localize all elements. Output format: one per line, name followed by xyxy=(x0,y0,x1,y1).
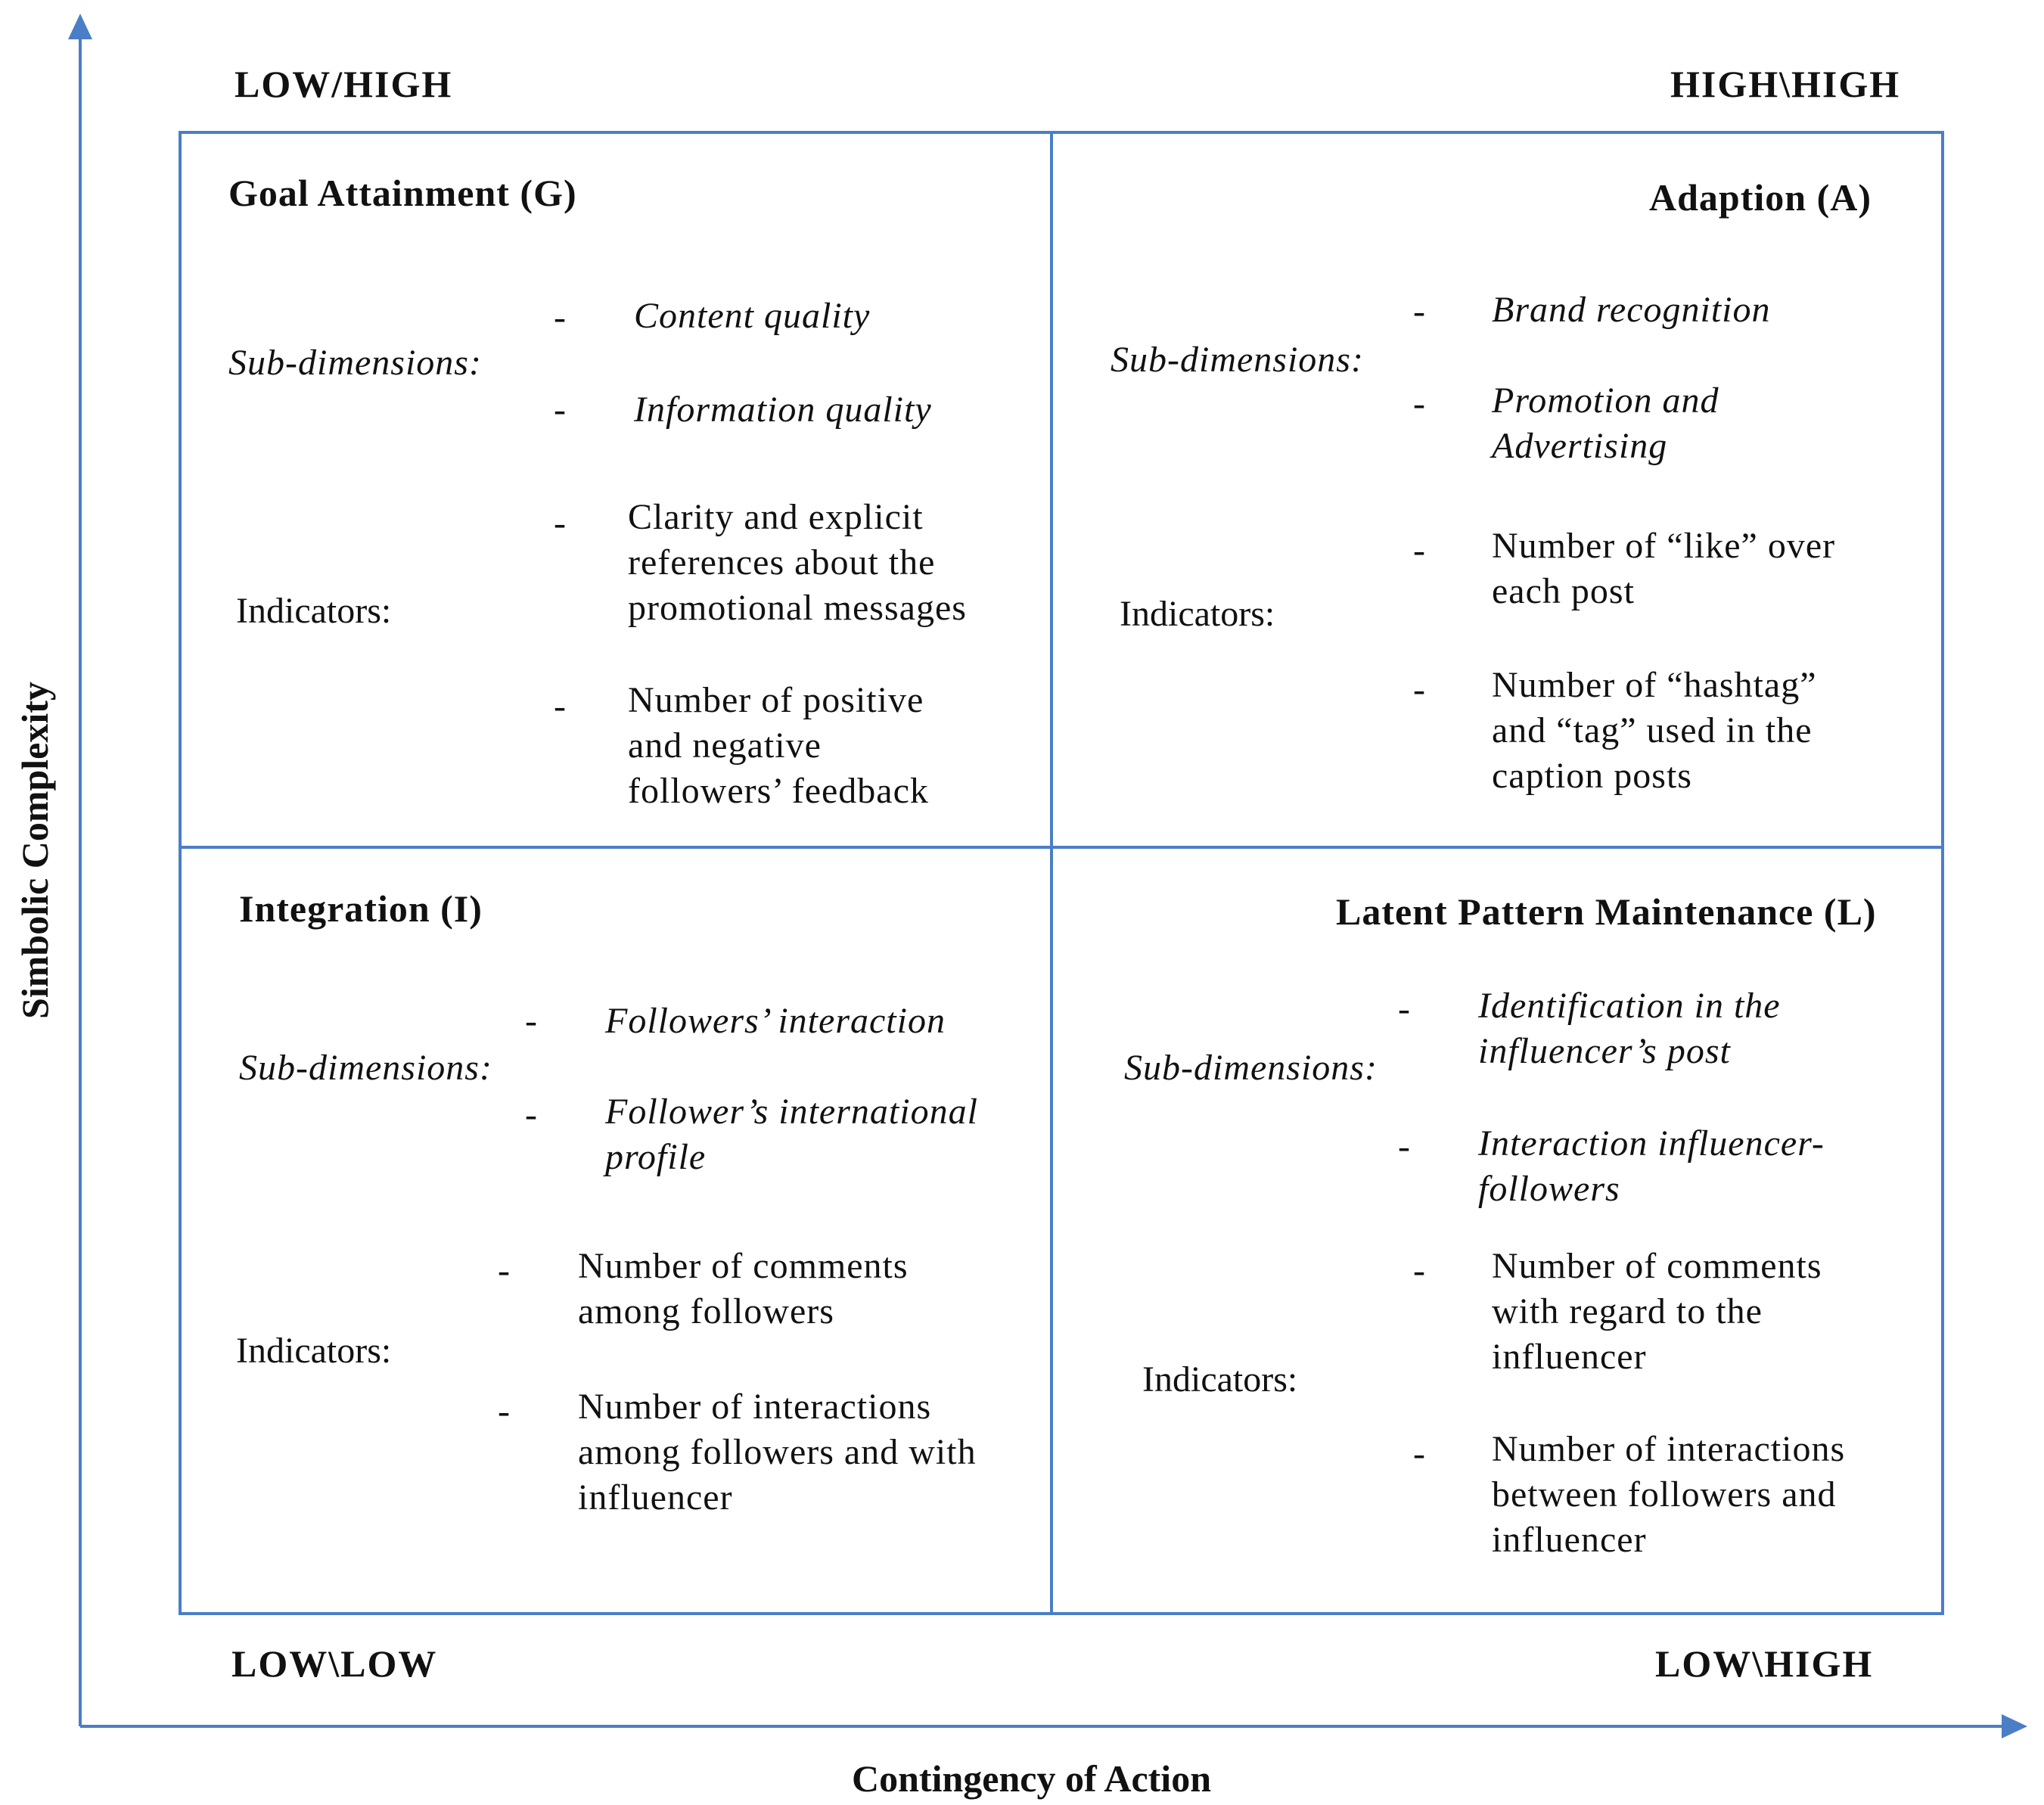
bullet-dash: - xyxy=(525,1001,537,1041)
quadrant-title: Goal Attainment (G) xyxy=(228,172,577,214)
bullet-dash: - xyxy=(1398,989,1410,1029)
corner-top-left: LOW/HIGH xyxy=(235,63,453,105)
quadrant-title: Latent Pattern Maintenance (L) xyxy=(1336,890,1877,933)
corner-bottom-left: LOW\LOW xyxy=(231,1642,438,1685)
sub-dimensions-label: Sub-dimensions: xyxy=(239,1048,492,1088)
indicator-item: Number of “hashtag” and “tag” used in the caption posts xyxy=(1492,665,1817,796)
bullet-dash: - xyxy=(498,1391,510,1431)
sub-dimension-item: Promotion and Advertising xyxy=(1492,381,1719,466)
sub-dimension-item: Brand recognition xyxy=(1492,290,1771,330)
indicator-item: Number of comments among followers xyxy=(578,1246,909,1331)
indicator-item: Number of interactions between followers and influencer xyxy=(1492,1429,1846,1560)
bullet-dash: - xyxy=(554,686,566,726)
sub-dimension-item: Interaction influencer-followers xyxy=(1478,1123,1825,1209)
bullet-dash: - xyxy=(1413,669,1425,710)
bullet-dash: - xyxy=(1413,384,1425,424)
bullet-dash: - xyxy=(1413,1434,1425,1474)
bullet-dash: - xyxy=(525,1095,537,1135)
sub-dimension-item: Follower’s international profile xyxy=(605,1092,978,1177)
indicators-label: Indicators: xyxy=(236,1331,392,1371)
bullet-dash: - xyxy=(554,503,566,543)
sub-dimensions-label: Sub-dimensions: xyxy=(1111,340,1364,380)
quadrant-title: Integration (I) xyxy=(239,887,483,930)
indicators-label: Indicators: xyxy=(236,591,392,631)
x-axis-arrow xyxy=(2002,1714,2027,1738)
sub-dimension-item: Content quality xyxy=(634,296,871,336)
bullet-dash: - xyxy=(554,297,566,337)
sub-dimension-item: Identification in the influencer’s post xyxy=(1478,986,1781,1071)
bullet-dash: - xyxy=(498,1250,510,1291)
indicator-item: Number of comments with regard to the influencer xyxy=(1492,1246,1822,1377)
corner-top-right: HIGH\HIGH xyxy=(1670,63,1901,105)
bullet-dash: - xyxy=(1413,1250,1425,1291)
bullet-dash: - xyxy=(554,390,566,430)
sub-dimension-item: Information quality xyxy=(634,390,932,430)
bullet-dash: - xyxy=(1413,291,1425,331)
y-axis-label: Simbolic Complexity xyxy=(14,682,56,1019)
indicators-label: Indicators: xyxy=(1120,594,1275,634)
indicators-label: Indicators: xyxy=(1142,1359,1298,1400)
corner-bottom-right: LOW\HIGH xyxy=(1655,1642,1874,1685)
sub-dimension-item: Followers’ interaction xyxy=(605,1001,946,1041)
bullet-dash: - xyxy=(1398,1126,1410,1167)
y-axis-arrow xyxy=(68,14,92,39)
indicator-item: Clarity and explicit references about the promotional messages xyxy=(628,497,967,628)
indicator-item: Number of interactions among followers and with influencer xyxy=(578,1387,977,1518)
sub-dimensions-label: Sub-dimensions: xyxy=(228,343,482,383)
indicator-item: Number of positive and negative followers’ feedback xyxy=(628,680,929,811)
indicator-item: Number of “like” over each post xyxy=(1492,526,1836,611)
bullet-dash: - xyxy=(1413,530,1425,570)
x-axis-label: Contingency of Action xyxy=(852,1757,1211,1800)
sub-dimensions-label: Sub-dimensions: xyxy=(1124,1048,1378,1088)
quadrant-title: Adaption (A) xyxy=(1649,176,1872,219)
